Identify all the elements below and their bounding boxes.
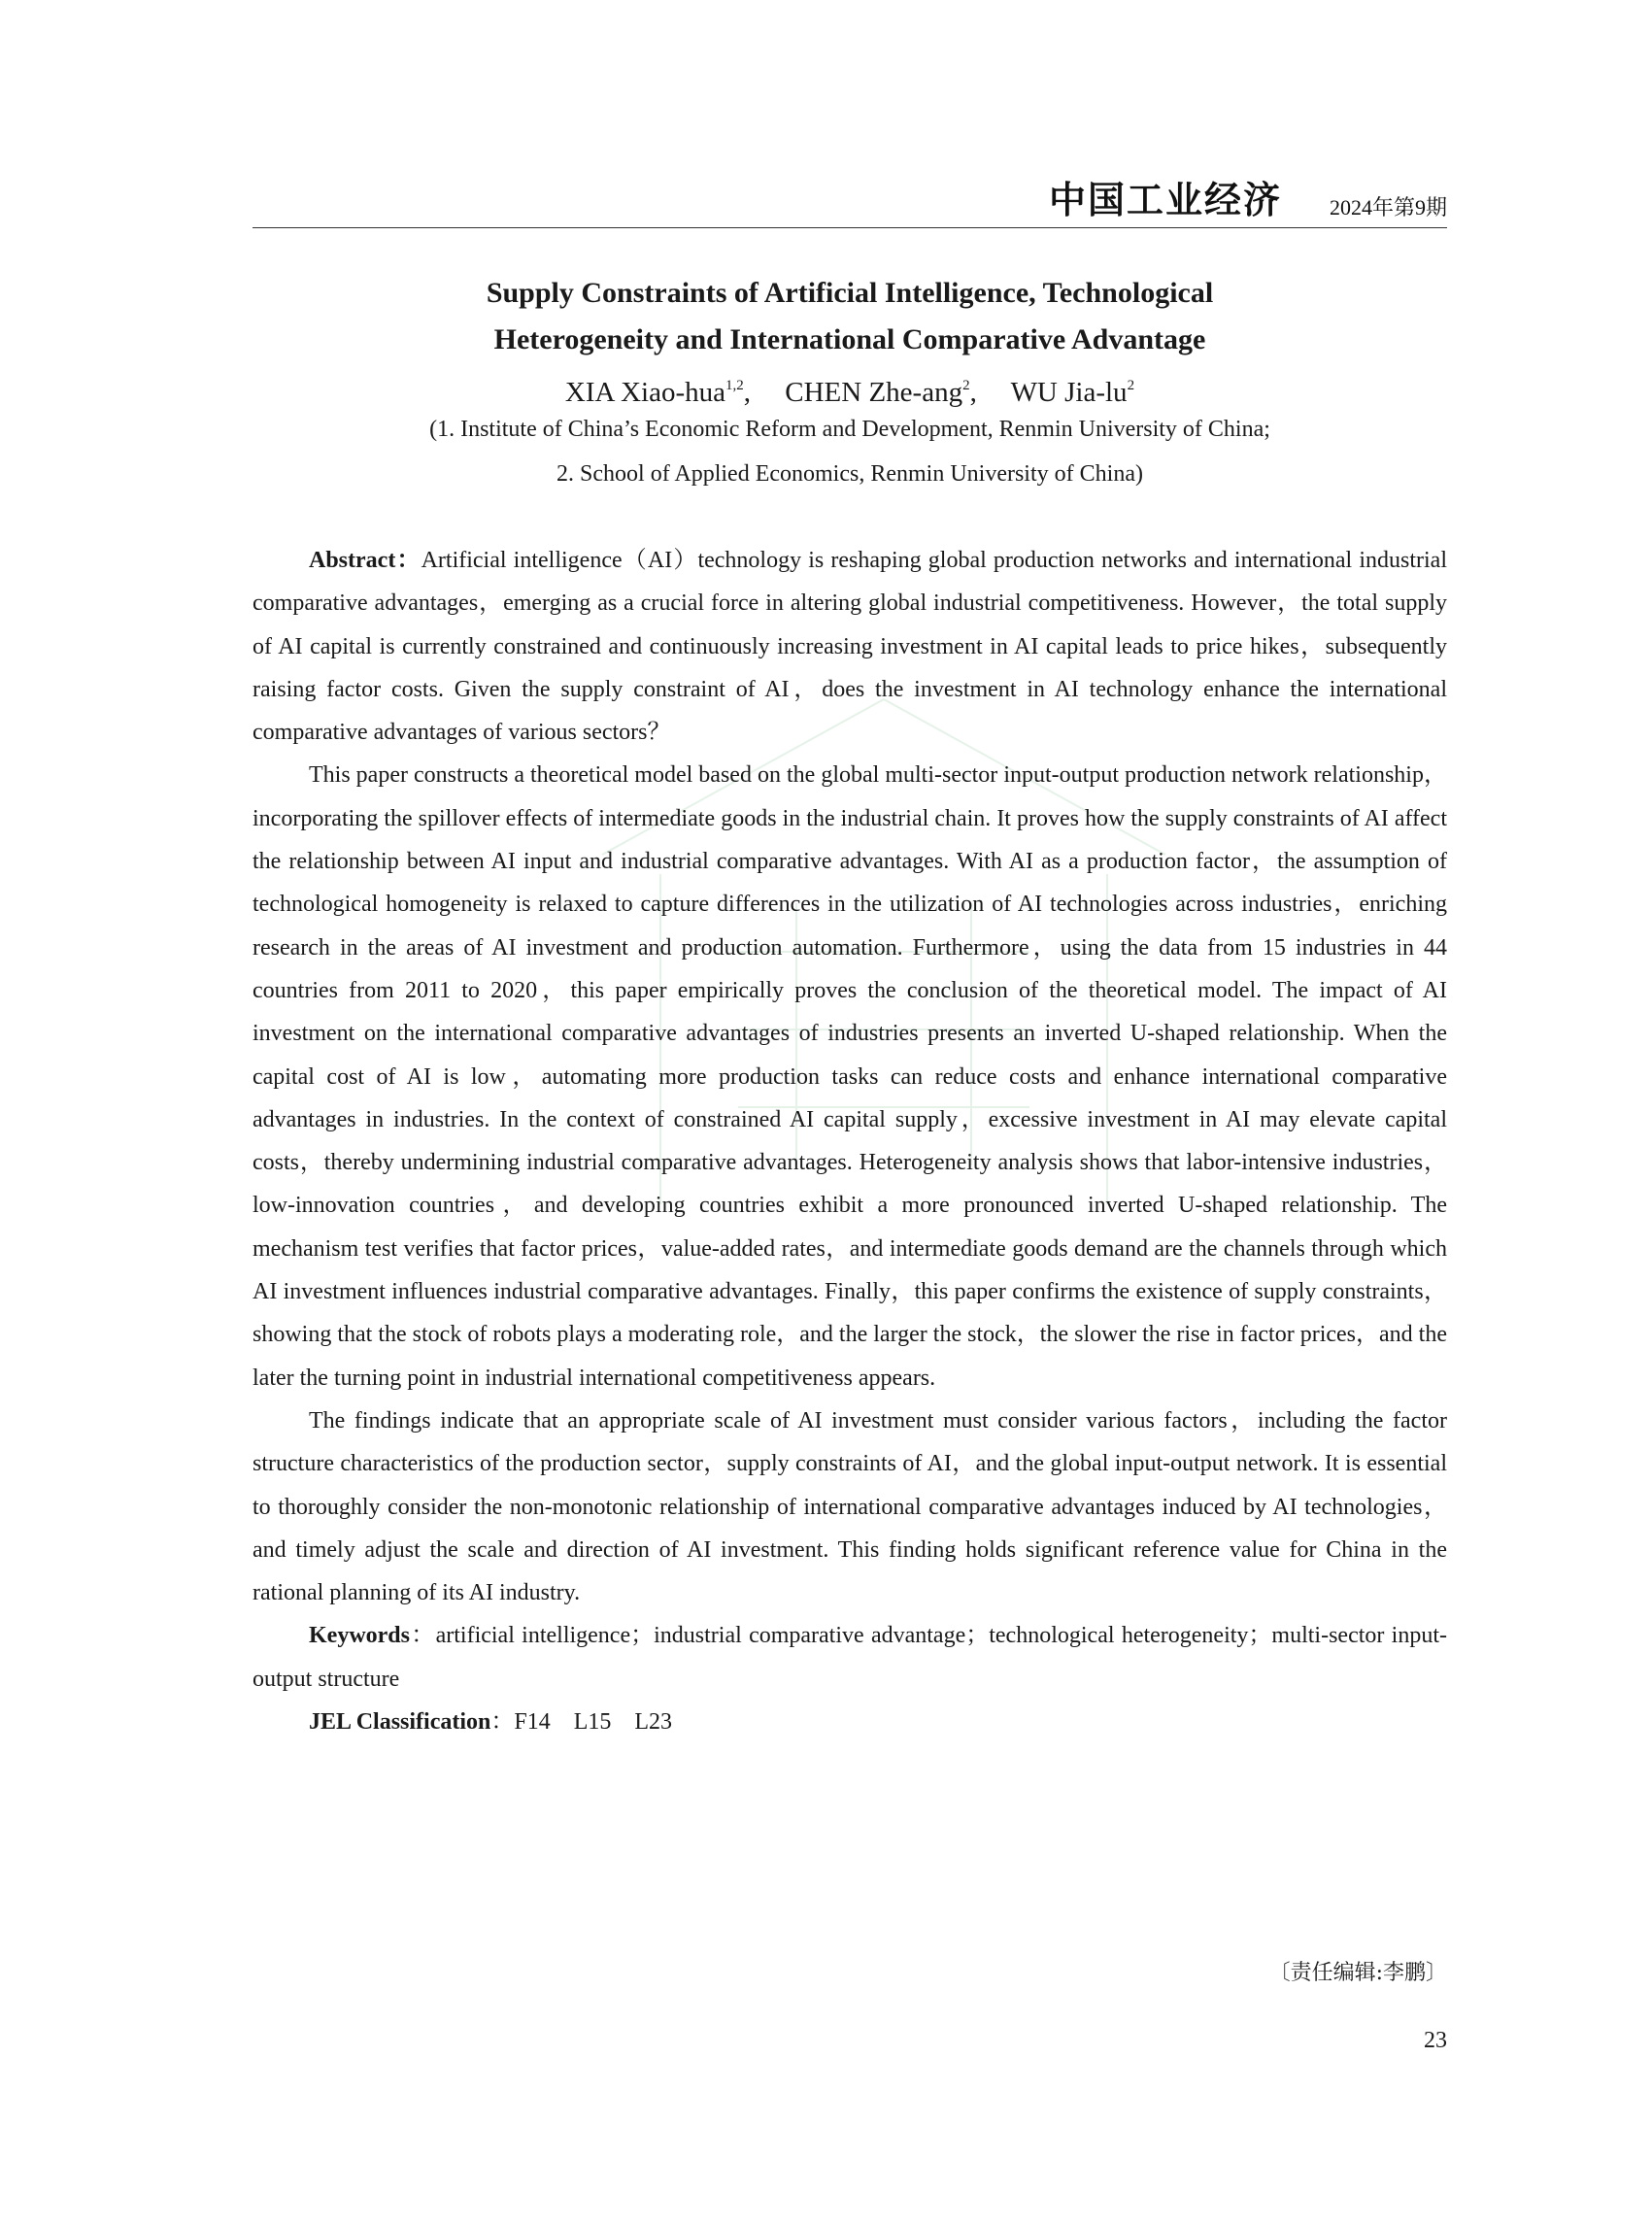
author-name: WU Jia-lu — [1010, 377, 1128, 408]
jel-paragraph: JEL Classification：F14 L15 L23 — [309, 1709, 673, 1736]
abstract-paragraph-1: Abstract：Artificial intelligence（AI）technology is reshaping global production networks and international industrial comparative advantages，emerging as a crucial force in altering global industrial competitiveness. However，the total supply of AI capital is currently constrained and continuously increasing investment in AI capital leads to price hikes，subsequently raising factor costs. Given the supply constraint of AI，does the investment in AI technology enhance the international comparative advantages of various sectors？ — [253, 548, 1447, 746]
jel-code: L15 — [573, 1709, 612, 1736]
abstract-text: Artificial intelligence（AI）technology is reshaping global production networks and international industrial comparative advantages，emerging as a crucial force in altering global industrial competitiveness. However，the total supply of AI capital is currently constrained and continuously increasing investment in AI capital leads to price hikes，subsequently raising factor costs. Given the supply constraint of AI，does the investment in AI technology enhance the international comparative advantages of various sectors？ — [253, 548, 1447, 746]
author-separator: , — [743, 377, 752, 408]
author-affiliation-mark: 1,2 — [725, 378, 744, 393]
running-header — [253, 178, 1447, 228]
affiliation-1: (1. Institute of China’s Economic Reform and Development, Renmin University of China; — [429, 417, 1270, 442]
editor-note: 〔责任编辑:李鹏〕 — [1268, 1961, 1447, 1985]
journal-name: 中国工业经济 — [1048, 178, 1282, 221]
keywords-label: Keywords — [309, 1623, 410, 1649]
abstract-body — [253, 539, 1447, 1743]
author-name: XIA Xiao-hua — [564, 377, 726, 408]
affiliation-2: 2. School of Applied Economics, Renmin University of China) — [556, 461, 1143, 487]
author-affiliation-mark: 2 — [962, 378, 970, 393]
jel-label: JEL Classification — [309, 1709, 491, 1736]
keywords-text: artificial intelligence；industrial comparative advantage；technological heterogeneity；multi-sector input-output structure — [253, 1623, 1448, 1692]
issue-label: 2024年第9期 — [1329, 195, 1447, 219]
jel-code: F14 — [514, 1709, 551, 1736]
abstract-label: Abstract — [309, 548, 396, 573]
abstract-paragraph-2: This paper constructs a theoretical model based on the global multi-sector input-output production network relationship，incorporating the spillover effects of intermediate goods in the industrial chain. It proves how the supply constraints of AI affect the relationship between AI input and industrial comparative advantages. With AI as a production factor，the assumption of technological homogeneity is relaxed to capture differences in the utilization of AI technologies across industries，enriching research in the areas of AI investment and production automation. Furthermore，using the data from 15 industries in 44 countries from 2011 to 2020，this paper empirically proves the conclusion of the theoretical model. The impact of AI investment on the international comparative advantages of industries presents an inverted U-shaped relationship. When the capital cost of AI is low，automating more production tasks can reduce costs and enhance international comparative advantages in industries. In the context of constrained AI capital supply，excessive investment in AI may elevate capital costs，thereby undermining industrial comparative advantages. Heterogeneity analysis shows that labor-intensive industries，low-innovation countries，and developing countries exhibit a more pronounced inverted U-shaped relationship. The mechanism test verifies that factor prices，value-added rates，and intermediate goods demand are the channels through which AI investment influences industrial comparative advantages. Finally，this paper confirms the existence of supply constraints，showing that the stock of robots plays a moderating role，and the larger the stock，the slower the rise in factor prices，and the later the turning point in industrial international competitiveness appears. — [253, 762, 1447, 1391]
author-name: CHEN Zhe-ang — [785, 377, 963, 408]
keywords-paragraph: Keywords：artificial intelligence；industrial comparative advantage；technological heterogeneity；multi-sector input-output structure — [253, 1623, 1448, 1692]
title-line-2: Heterogeneity and International Comparative Advantage — [493, 323, 1206, 355]
author-affiliation-mark: 2 — [1127, 378, 1135, 393]
author-separator: , — [969, 377, 977, 408]
page-number: 23 — [1424, 2028, 1447, 2053]
title-line-1: Supply Constraints of Artificial Intelligence, Technological — [486, 277, 1214, 309]
abstract-paragraph-3: The findings indicate that an appropriate scale of AI investment must consider various factors，including the factor structure characteristics of the production sector，supply constraints of AI，and the global input-output network. It is essential to thoroughly consider the non-monotonic relationship of international comparative advantages induced by AI technologies，and timely adjust the scale and direction of AI investment. This finding holds significant reference value for China in the rational planning of its AI industry. — [253, 1407, 1447, 1606]
jel-code: L23 — [634, 1709, 673, 1736]
